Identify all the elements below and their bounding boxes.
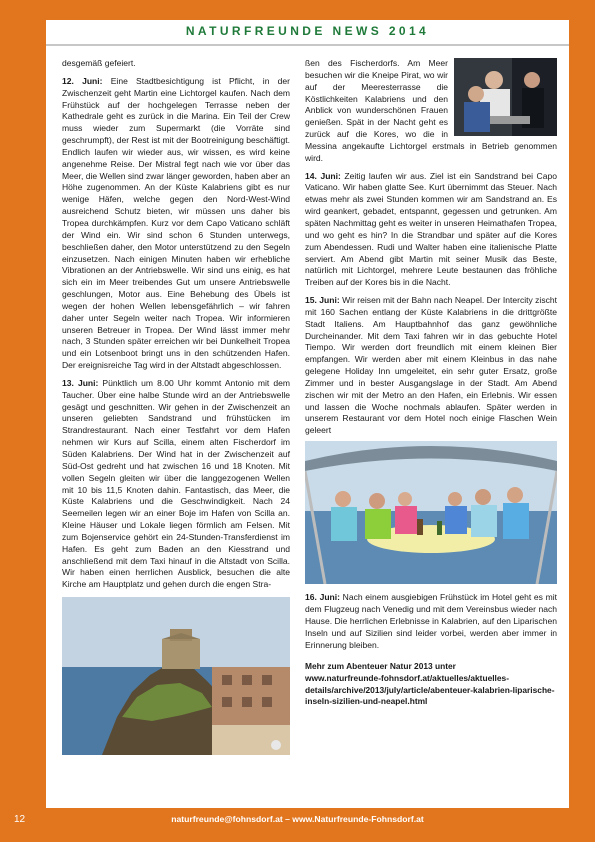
photo-crew-on-boat — [305, 441, 557, 584]
date-june-12: 12. Juni: — [62, 75, 103, 86]
photo-crew-night — [454, 58, 557, 136]
paragraph-june-15 — [305, 295, 557, 437]
text-june-16: Nach einem ausgiebigen Frühstück im Hotel geht es mit dem Flugzeug nach Venedig und mit dem Vereinsbus wieder nach Hause. Die herrlichen Erlebnisse in Kalabrien, auf den Liparischen Inseln und auf Sizilien sind leider vorbei, werden aber immer in Erinnerung bleiben. — [305, 592, 558, 650]
page-header — [46, 20, 569, 46]
paragraph-june-14 — [305, 171, 557, 289]
page — [46, 20, 569, 808]
text-june-12: Eine Stadtbesichtigung ist Pflicht, in der Zwischenzeit geht Martin eine Lichtorgel kaufen. Nach dem Frühstück auf der hochgelegen Terrasse neben der Kathedrale geht es zurück in die Marina. Ein Teil der Crew muss wieder zum Supermarkt (die Vorräte sind geschrumpft), der Rest ist mit der Bootreinigung beschäftigt. Endlich laufen wir wieder aus, wir wissen, es wird keine angenehme Reise. Der Mistral fegt nach wie vor über das Meer, die Wellen sind zwar länger geworden, haben aber an Höhe zugenommen. An der Küste Kalabriens gibt es nur wenige Häfen, welche gegen den Nord-West-Wind ausreichend Schutz bieten, wir müssen uns daher bis Tropea durchkämpfen. Kurz vor dem Capo Vaticano schläft der Wind ein. Wir sind schon 6 Stunden unterwegs, beschließen daher, den Motor unterstützend zu den Segeln einzusetzen. Nach einigen Minuten haben wir erhebliche Vibrationen an der Antriebswelle. Wir sind uns einig, es hat sich ein im Meer treibendes Gut um unsere Antriebswelle geschlungen, Motor aus. Eine Behebung des Übels ist wegen der hohen Wellen lebensgefährlich – wir fahren daher unter Segeln weiter nach Tropea. Wir informieren unseren Betreuer in Tropea. Der Wind lässt immer mehr nach, 3 Stunden später erreichen wir bei Dunkelheit Tropea und ein Lotsenboot bringt uns in den schützenden Hafen. Der ereignisreiche Tag wird in der Altstadt abgeschlossen. — [62, 75, 291, 371]
more-info-heading: Mehr zum Abenteuer Natur 2013 unter — [305, 661, 456, 672]
column-left — [62, 58, 290, 755]
more-info-block — [305, 661, 557, 707]
text-june-15: Wir reisen mit der Bahn nach Neapel. Der Intercity zischt mit 160 Sachen entlang der Küste Kalabriens in die drittgrößte Stadt Italiens. Am Hauptbahnhof das ganz gewöhnliche Durcheinander. Mit dem Taxi fahren wir in das gebuchte Hotel Tiempo. Wir werden dort freundlich mit einem kleinen Bier empfangen. Wir werden aber mit einem Kleinbus in das nahe gelegene Holiday Inn umgeleitet, ein sehr guter Ersatz, große Zimmer und in bester Ausgangslage in der Stadt. Am Abend zischen wir mit der Metro an den Hafen, ein Erlebnis. Wir essen und lassen die Woche nochmals ablaufen. Später werden in unserem Restaurant vor dem Hotel noch einige Flaschen Wein geleert — [305, 295, 558, 436]
photo-scilla-castle — [62, 597, 290, 755]
crew-on-boat-illustration — [305, 441, 557, 584]
date-june-15: 15. Juni: — [305, 295, 340, 306]
text-june-13: Pünktlich um 8.00 Uhr kommt Antonio mit dem Taucher. Über eine halbe Stunde wird an der Antriebswelle gesägt und geschnitten. Wir gehen in der Zwischenzeit an unseren geliebten Sandstrand und frühstücken im Strandrestaurant. Nach einer Testfahrt vor dem Hafen nehmen wir Kurs auf Scilla, einem alten Fischerdorf im Süden Kalabriens. Der Wind hat in der Zwischenzeit auf Süd-Ost gedreht und hat zwischen 16 und 18 Knoten. Mit vollen Segeln gleiten wir über die langgezogenen Wellen mit 10 bis 11,5 Knoten dahin. Fantastisch, das Meer, die Küste Kalabriens und die Geschwindigkeit. Nach 24 Seemeilen legen wir an einer Boje im Hafen von Scilla an. Kleine Häuser und Lokale liegen förmlich am Felsen. Mit zum Bojenservice gehört ein 24-Stunden-Transferdienst im Hafen. Es geht zum Baden an den Kiesstrand und anschließend mit dem Taxi hinauf in die Altstadt von Scilla. Wir haben einen herrlichen Ausblick, besuchen die alte Kirche am Hauptplatz und gehen durch die engen Stra- — [62, 377, 290, 590]
paragraph-june-13 — [62, 378, 290, 591]
more-info-link[interactable]: www.naturfreunde-fohnsdorf.at/aktuelles/aktuelles-details/archive/2013/july/article/abenteuer-kalabrien-liparische-inseln-sizilien-und-neapel.html — [305, 672, 555, 707]
crew-night-illustration — [454, 58, 557, 136]
footer-contact[interactable]: naturfreunde@fohnsdorf.at – www.Naturfreunde-Fohnsdorf.at — [171, 814, 424, 824]
intro-text: desgemäß gefeiert. — [62, 58, 136, 68]
date-june-14: 14. Juni: — [305, 170, 341, 181]
paragraph-june-16 — [305, 592, 557, 651]
page-number: 12 — [14, 814, 26, 825]
text-june-14: Zeitig laufen wir aus. Ziel ist ein Sandstrand bei Capo Vaticano. Wir haben glatte See. Kurt übernimmt das Steuer. Nach etwas mehr als zwei Stunden kommen wir am Sandstrand an. Es wird geankert, gebadet, entspannt, gegessen und getrunken. Am späten Nachmittag geht es weiter in unseren Heimathafen Tropea, und wo geht es hin? In die Strandbar und später auf die Kores zum Abendessen. Rudi und Walter haben eine italienische Platte serviert. Am Abend gibt Martin mit seiner Musik das Beste, natürlich mit Lichtorgel, mehrere Leute bestaunen das fröhliche Treiben auf der Kores bis in die Nacht. — [305, 170, 557, 288]
paragraph-june-12 — [62, 76, 290, 372]
header-title: NATURFREUNDE NEWS 2014 — [185, 24, 430, 38]
date-june-16: 16. Juni: — [305, 592, 340, 603]
scilla-castle-illustration — [62, 597, 290, 755]
column-right — [305, 58, 557, 708]
paragraph-continued: ßen des Fischerdorfs. Am Meer besuchen wir die Kneipe Pirat, wo wir auf der Meeresterrasse die Köstlichkeiten Kalabriens und den Anblick von wunderschönen Frauen genießen. Spät in der Nacht geht es zurück auf die Kores, wo die in Messina angekaufte Lichtorgel erstmals in Betrieb genommen wird. — [305, 58, 557, 163]
page-footer — [0, 808, 595, 842]
date-june-13: 13. Juni: — [62, 377, 99, 388]
